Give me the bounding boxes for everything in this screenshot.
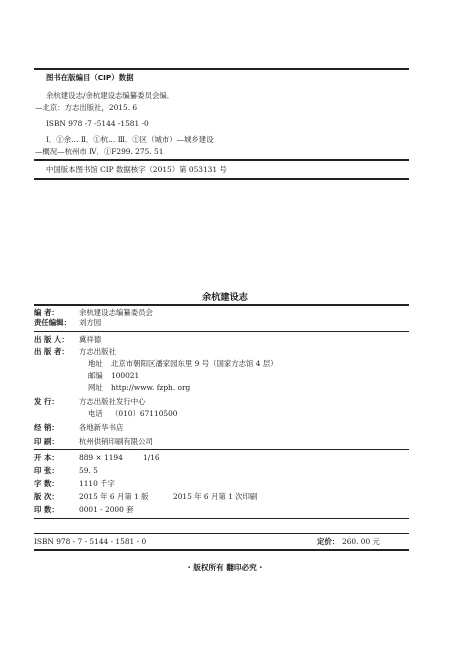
cip-line-1: 余杭建设志/余杭建设志编纂委员会编． <box>46 91 175 100</box>
publisher-person-value: 冀祥德 <box>79 335 102 344</box>
phone-label: 电话 <box>88 409 103 418</box>
address-label: 地址 <box>88 359 103 368</box>
printer-value: 杭州供销印刷有限公司 <box>79 437 153 446</box>
cip-top-rule <box>34 68 409 70</box>
editor-value: 余杭建设志编纂委员会 <box>79 308 153 317</box>
distribution-value: 方志出版社发行中心 <box>79 397 146 406</box>
website-label: 网址 <box>88 383 103 392</box>
printing-value: 2015 年 6 月第 1 次印刷 <box>173 492 258 501</box>
cip-bottom-rule <box>34 178 409 180</box>
cip-heading: 图书在版编目（CIP）数据 <box>46 73 134 82</box>
sheets-value: 59. 5 <box>79 466 98 475</box>
edition-value: 2015 年 6 月第 1 版 <box>79 492 149 501</box>
run-label: 印 数： <box>34 505 59 514</box>
cip-isbn: ISBN 978 -7 -5144 -1581 -0 <box>46 119 149 128</box>
book-title: 余杭建设志 <box>202 292 248 303</box>
printer-label: 印 刷： <box>34 437 59 446</box>
sheets-label: 印 张： <box>34 466 59 475</box>
distribution-label: 发 行： <box>34 397 59 406</box>
format-value: 889 × 1194 <box>79 453 123 462</box>
postcode-label: 邮编 <box>88 371 103 380</box>
cip-line-5: 中国版本图书馆 CIP 数据核字（2015）第 053131 号 <box>46 165 227 174</box>
title-rule <box>34 304 409 306</box>
price-value: 260. 00 元 <box>342 537 380 546</box>
isbn-top-rule <box>34 533 409 534</box>
bottom-isbn: ISBN 978 - 7 - 5144 - 1581 - 0 <box>34 537 147 546</box>
address-value: 北京市朝阳区潘家园东里 9 号（国家方志馆 4 层） <box>111 359 278 368</box>
publisher-value: 方志出版社 <box>79 347 116 356</box>
isbn-bottom-rule <box>34 549 409 551</box>
seller-label: 经 销： <box>34 423 59 432</box>
website-value: http://www. fzph. org <box>111 383 191 392</box>
seller-value: 各地新华书店 <box>79 423 124 432</box>
price-label: 定价： <box>317 537 340 546</box>
editor-rule <box>34 331 409 332</box>
cip-line-2: —北京：方志出版社，2015. 6 <box>35 103 138 112</box>
copyright-notice: · 版权所有 翻印必究 · <box>187 563 263 572</box>
editor-label: 编 者： <box>34 308 59 317</box>
cip-mid-rule <box>34 159 409 161</box>
postcode-value: 100021 <box>111 371 140 380</box>
edition-label: 版 次： <box>34 492 59 501</box>
words-value: 1110 千字 <box>79 479 115 488</box>
words-label: 字 数： <box>34 479 59 488</box>
publisher-rule <box>34 449 409 450</box>
chief-editor-value: 刘方园 <box>79 318 102 327</box>
format-division: 1/16 <box>143 453 160 462</box>
specs-rule <box>34 518 409 519</box>
format-label: 开 本： <box>34 453 59 462</box>
phone-value: （010）67110500 <box>111 409 178 418</box>
cip-line-3: Ⅰ．①余… Ⅱ．①杭… Ⅲ．①区（城市）—城乡建设 <box>46 135 214 144</box>
publisher-person-label: 出 版 人： <box>34 335 69 344</box>
cip-line-4: —概况—杭州市 Ⅳ．①F299. 275. 51 <box>35 147 164 156</box>
chief-editor-label: 责任编辑： <box>34 318 71 327</box>
publisher-label: 出 版 者： <box>34 347 69 356</box>
run-value: 0001 - 2000 套 <box>79 505 134 514</box>
